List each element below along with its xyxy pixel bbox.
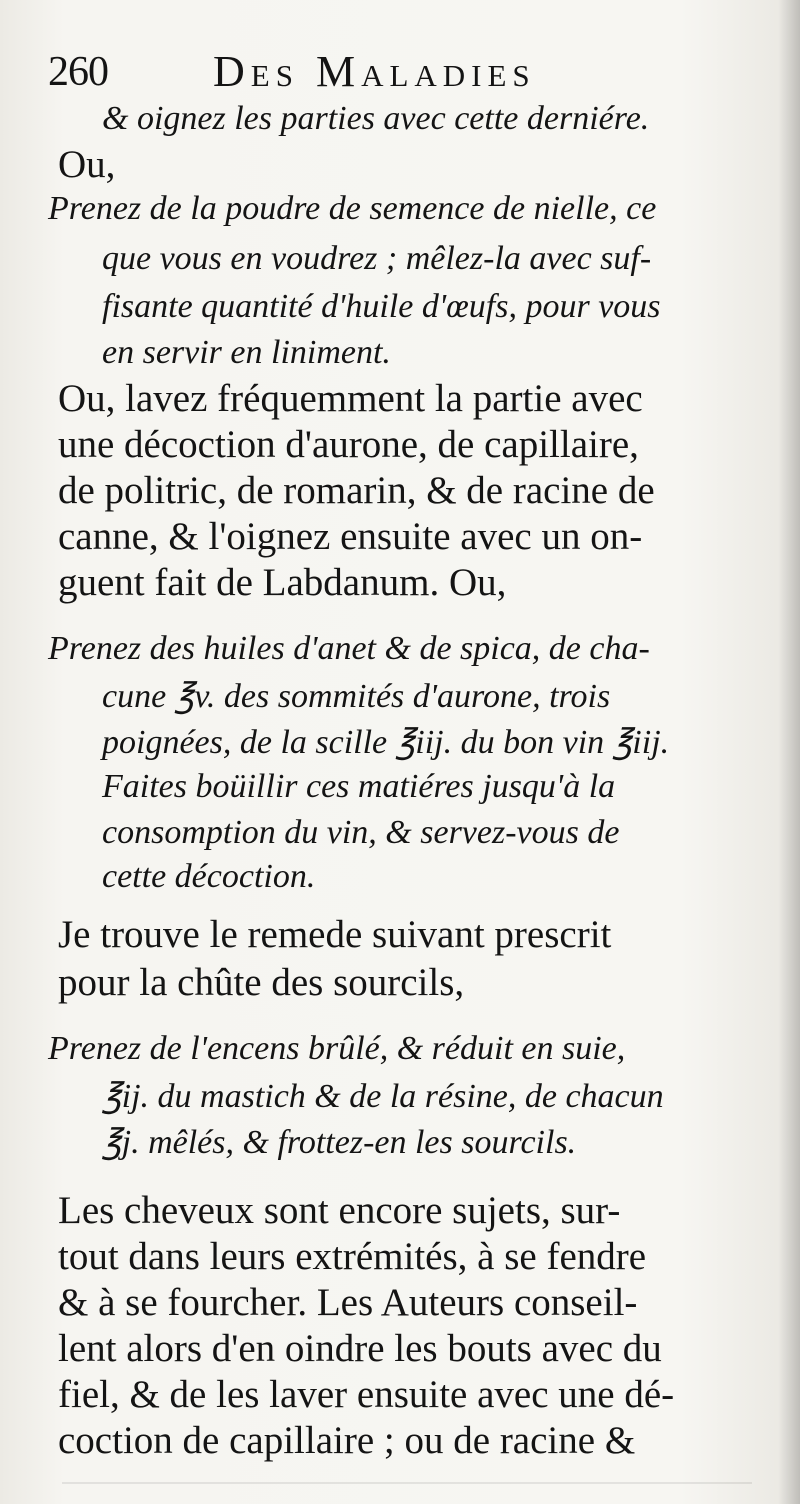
text-line-12: Prenez des huiles d'anet & de spica, de cha- [48,630,650,667]
text-line-10: canne, & l'oignez ensuite avec un on- [58,515,643,558]
text-line-20: Prenez de l'encens brûlé, & réduit en suie, [48,1030,626,1067]
text-line-4: que vous en voudrez ; mêlez-la avec suf- [102,240,652,277]
page-shadow [778,0,800,1504]
text-line-16: consomption du vin, & servez-vous de [102,814,620,851]
text-line-5: fisante quantité d'huile d'œufs, pour vous [102,288,661,325]
text-line-9: de politric, de romarin, & de racine de [58,469,655,512]
page-header [48,46,768,102]
text-line-23: Les cheveux sont encore sujets, sur- [58,1189,621,1232]
text-line-2: Ou, [58,143,116,186]
text-line-17: cette décoction. [102,858,316,895]
text-line-13: cune ℥v. des sommités d'aurone, trois [102,678,611,715]
text-line-25: & à se fourcher. Les Auteurs conseil- [58,1281,638,1324]
text-line-6: en servir en liniment. [102,334,391,371]
text-line-19: pour la chûte des sourcils, [58,961,465,1004]
text-line-3: Prenez de la poudre de semence de nielle, ce [48,190,657,227]
text-line-11: guent fait de Labdanum. Ou, [58,561,507,604]
text-line-7: Ou, lavez fréquemment la partie avec [58,377,643,420]
text-line-27: fiel, & de les laver ensuite avec une dé- [58,1373,675,1416]
text-line-15: Faites boüillir ces matiéres jusqu'à la [102,768,616,805]
text-line-24: tout dans leurs extrémités, à se fendre [58,1235,647,1278]
running-head: Des Maladies [213,47,536,96]
page-bottom-edge [62,1482,752,1484]
text-line-1: & oignez les parties avec cette derniére. [102,100,650,137]
text-line-26: lent alors d'en oindre les bouts avec du [58,1327,662,1370]
text-line-21: ℥ij. du mastich & de la résine, de chacun [102,1078,664,1115]
text-line-22: ℥j. mêlés, & frottez-en les sourcils. [102,1124,577,1161]
text-line-28: coction de capillaire ; ou de racine & [58,1419,636,1462]
text-line-8: une décoction d'aurone, de capillaire, [58,423,639,466]
page-number: 260 [48,49,108,95]
text-line-14: poignées, de la scille ℥iij. du bon vin ℥iij. [102,724,670,761]
text-line-18: Je trouve le remede suivant prescrit [58,913,612,956]
